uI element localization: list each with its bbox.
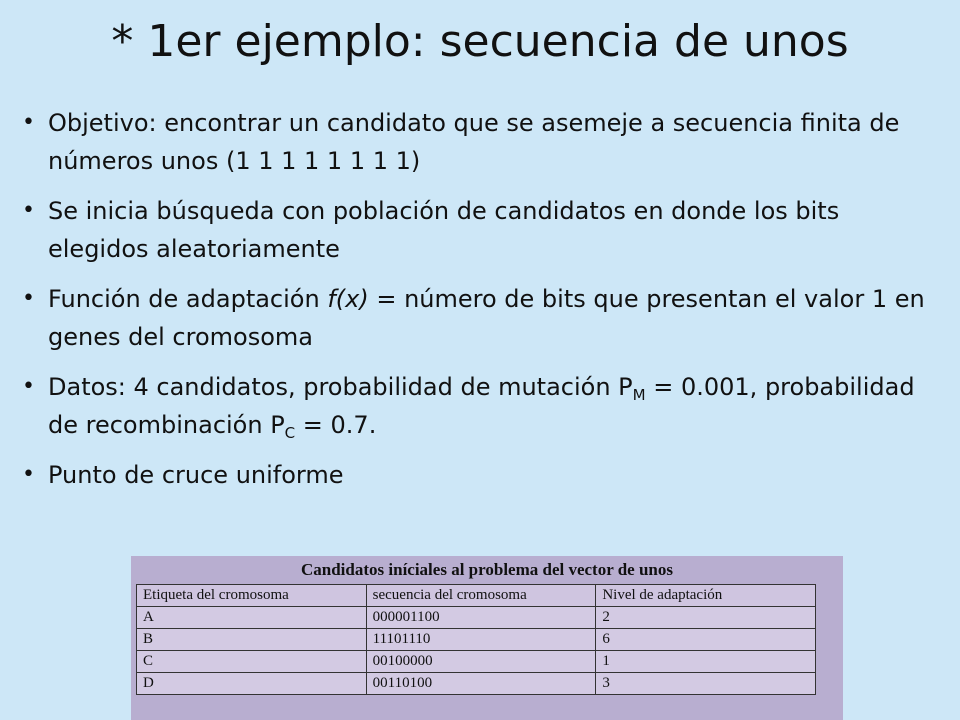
bullet-text-p2: = 0.001, probabilidad de recombinación P	[48, 373, 915, 439]
bullet-icon: •	[22, 462, 35, 487]
bullet-list	[22, 104, 942, 506]
cell-fitness: 2	[596, 607, 816, 629]
bullet-icon: •	[22, 198, 35, 223]
bullet-crossover	[22, 456, 942, 494]
fitness-formula: f(x) =	[327, 285, 397, 313]
header-fitness: Nivel de adaptación	[596, 585, 816, 607]
table-header-row	[137, 585, 816, 607]
bullet-text: Se inicia búsqueda con población de candidatos en donde los bits elegidos aleatoriamente	[48, 197, 840, 263]
cell-sequence: 11101110	[366, 629, 596, 651]
bullet-fitness-function	[22, 280, 942, 356]
header-label: Etiqueta del cromosoma	[137, 585, 367, 607]
header-sequence: secuencia del cromosoma	[366, 585, 596, 607]
cell-label: B	[137, 629, 367, 651]
bullet-objective	[22, 104, 942, 180]
bullet-text-post: número de bits que presentan el valor 1 en genes del cromosoma	[48, 285, 925, 351]
table-row	[137, 673, 816, 695]
bullet-icon: •	[22, 286, 35, 311]
table-row	[137, 607, 816, 629]
cell-label: A	[137, 607, 367, 629]
bullet-icon: •	[22, 110, 35, 135]
table-row	[137, 651, 816, 673]
bullet-text: Objetivo: encontrar un candidato que se asemeje a secuencia finita de números unos (1 1 1 1 1 1 1 1)	[48, 109, 900, 175]
cell-fitness: 1	[596, 651, 816, 673]
bullet-data	[22, 368, 942, 444]
bullet-start-search	[22, 192, 942, 268]
cell-sequence: 00110100	[366, 673, 596, 695]
bullet-text: Punto de cruce uniforme	[48, 461, 344, 489]
bullet-text-p3: = 0.7.	[295, 411, 377, 439]
cell-label: D	[137, 673, 367, 695]
cell-fitness: 3	[596, 673, 816, 695]
candidates-table-figure	[131, 556, 843, 720]
cell-label: C	[137, 651, 367, 673]
mutation-subscript: M	[632, 386, 646, 404]
table-row	[137, 629, 816, 651]
recombination-subscript: C	[284, 424, 296, 442]
bullet-text-pre: Función de adaptación	[48, 285, 328, 313]
cell-sequence: 000001100	[366, 607, 596, 629]
cell-sequence: 00100000	[366, 651, 596, 673]
cell-fitness: 6	[596, 629, 816, 651]
candidates-table	[136, 584, 816, 695]
table-title: Candidatos iníciales al problema del vector de unos	[301, 560, 673, 579]
bullet-icon: •	[22, 374, 35, 399]
bullet-text-p1: Datos: 4 candidatos, probabilidad de mutación P	[48, 373, 633, 401]
slide-title: * 1er ejemplo: secuencia de unos	[111, 16, 849, 67]
